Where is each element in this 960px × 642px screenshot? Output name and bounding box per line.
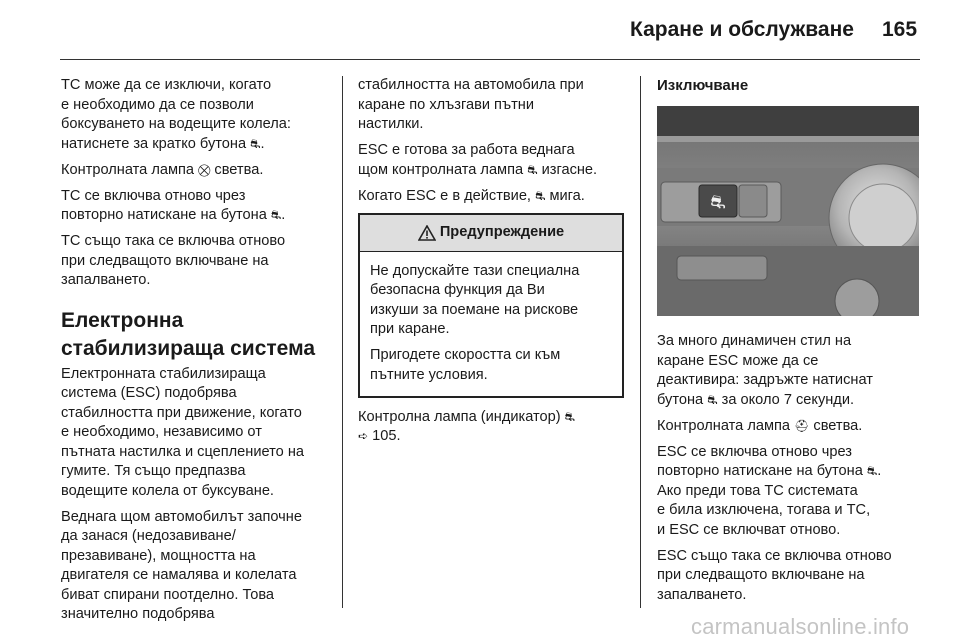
esc-button-photo [657, 106, 919, 316]
paragraph: Контролната лампа ⛒ светва. [61, 161, 264, 178]
column-divider [342, 76, 343, 608]
paragraph: стабилността на автомобила при каране по хлъзгави пътни настилки. [358, 77, 584, 132]
warning-triangle-icon [418, 225, 436, 241]
paragraph: Пригодете скоростта си към пътните условия. [370, 347, 561, 383]
section-heading: Електронна стабилизираща система [61, 308, 316, 360]
warning-header [360, 215, 622, 252]
column-1 [61, 76, 333, 631]
paragraph: Когато ESC е в действие, ⛐ мига. [358, 187, 585, 204]
paragraph: Контролната лампа ⛑ светва. [657, 417, 863, 434]
skid-car-icon: ⛐ [250, 136, 261, 151]
page-header-title: Каране и обслужване [630, 18, 854, 41]
skid-car-icon: ⛐ [707, 392, 718, 407]
paragraph: ESC е готова за работа веднага щом контролната лампа ⛐ изгасне. [358, 142, 598, 178]
skid-car-icon: ⛐ [564, 409, 576, 424]
paragraph: ТС също така се включва отново при следващото включване на запалването. [61, 233, 286, 288]
paragraph: ESC се включва отново чрез повторно натискане на бутона ⛐. Ако преди това ТС системата е била изключена, тогава и ТС, и ESC се включват отново. [657, 443, 882, 538]
page-reference[interactable]: 105. [372, 428, 401, 444]
paragraph: Не допускайте тази специална безопасна функция да Ви изкуши за поемане на рискове при каране. [370, 262, 580, 337]
page-number: 165 [882, 18, 918, 41]
column-2 [358, 76, 628, 453]
esc-off-icon: ⛑ [794, 418, 810, 433]
paragraph: ТС се включва отново чрез повторно натискане на бутона ⛐. [61, 187, 286, 223]
column-3 [657, 76, 922, 612]
warning-title: Предупреждение [439, 223, 565, 240]
paragraph: Веднага щом автомобилът започне да занася (недозавиване/ презавиване), мощността на двигателя се намалява и колелата биват спирани поотделно. Това значително подобрява [61, 508, 302, 622]
tc-off-icon: ⛒ [198, 162, 211, 177]
skid-car-icon: ⛐ [866, 464, 878, 478]
paragraph: ТС може да се изключи, когато е необходимо да се позволи боксуването на водещите колела: натиснете за кратко бутона ⛐. [61, 77, 291, 152]
watermark: carmanualsonline.info [691, 614, 910, 639]
skid-car-icon: ⛐ [527, 162, 538, 177]
reference-arrow-icon: ➪ [358, 429, 369, 443]
paragraph: Контролна лампа (индикатор) ⛐ ➪ 105. [358, 408, 576, 444]
paragraph: Електронната стабилизираща система (ESC) подобрява стабилността при движение, когато е необходимо, независимо от пътната настилка и сцеплението на гумите. Тя също предпазва водещите колела от буксуване. [61, 365, 305, 499]
column-divider [640, 76, 641, 608]
warning-box [358, 213, 624, 398]
section-heading: Изключване [657, 77, 749, 94]
paragraph: За много динамичен стил на каране ESC може да се деактивира: задръжте натиснат бутона ⛐ за около 7 секунди. [657, 333, 873, 408]
warning-body [360, 252, 622, 396]
header-divider [60, 59, 920, 60]
svg-text:⛐: ⛐ [710, 192, 726, 212]
paragraph: ESC също така се включва отново при следващото включване на запалването. [657, 547, 892, 603]
skid-car-icon: ⛐ [270, 208, 282, 222]
skid-car-icon: ⛐ [535, 188, 546, 203]
